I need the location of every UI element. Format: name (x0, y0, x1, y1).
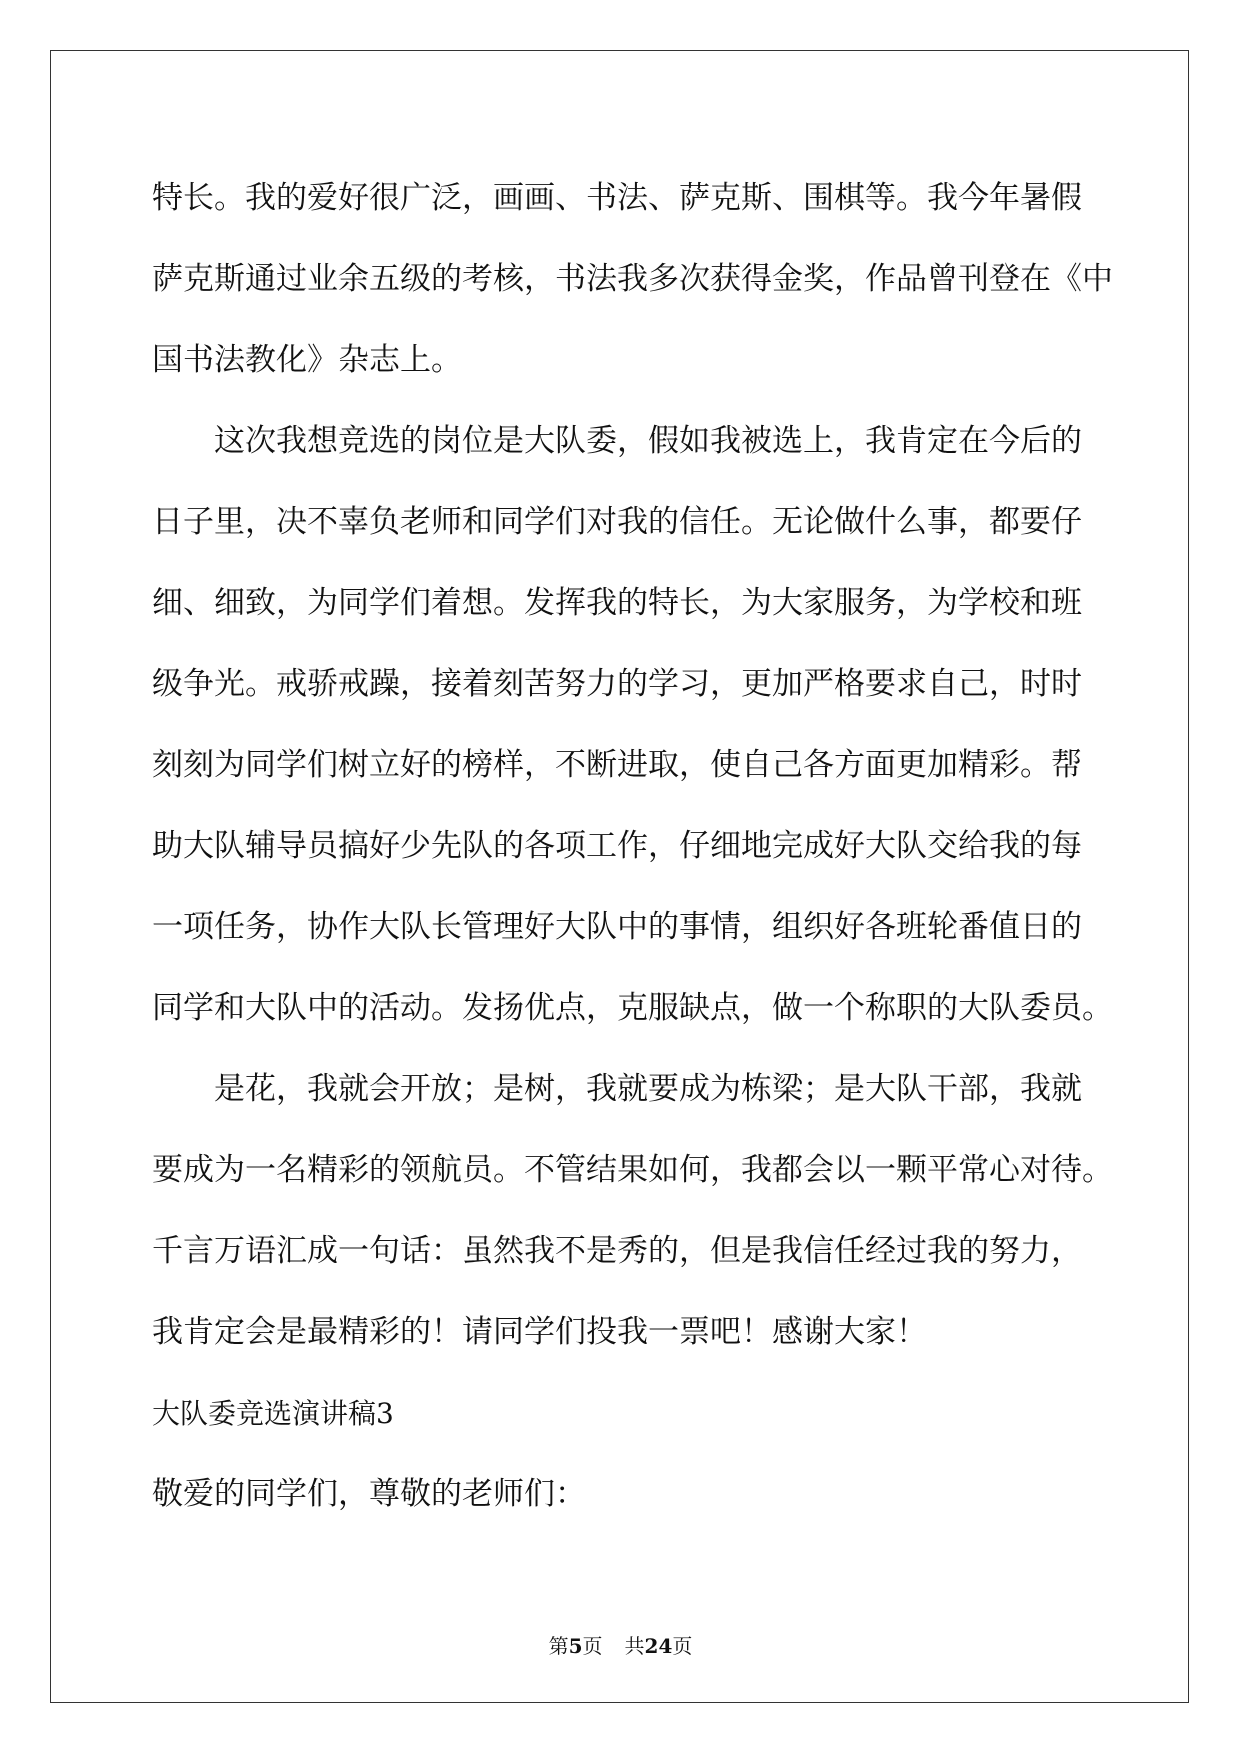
page-footer (0, 1630, 1241, 1659)
paragraph-closing (152, 1049, 1113, 1373)
paragraph-position (152, 401, 1113, 1049)
text-line: 级争光。戒骄戒躁，接着刻苦努力的学习，更加严格要求自己，时时 (152, 666, 1082, 702)
text-line: 国书法教化》杂志上。 (152, 342, 462, 378)
text-line: 特长。我的爱好很广泛，画画、书法、萨克斯、围棋等。我今年暑假 (152, 180, 1082, 216)
total-prefix: 共 (624, 1634, 645, 1658)
text-line: 日子里，决不辜负老师和同学们对我的信任。无论做什么事，都要仔 (152, 504, 1082, 540)
text-line: 刻刻为同学们树立好的榜样，不断进取，使自己各方面更加精彩。帮 (152, 747, 1082, 783)
text-line: 细、细致，为同学们着想。发挥我的特长，为大家服务，为学校和班 (152, 585, 1082, 621)
document-body (152, 158, 1113, 1535)
section-title: 大队委竞选演讲稿3 (152, 1397, 394, 1430)
text-line: 我肯定会是最精彩的！请同学们投我一票吧！感谢大家！ (152, 1314, 927, 1350)
page-prefix: 第 (548, 1634, 569, 1658)
text-line: 千言万语汇成一句话：虽然我不是秀的，但是我信任经过我的努力， (152, 1233, 1082, 1269)
total-suffix: 页 (672, 1634, 693, 1658)
paragraph-hobbies (152, 158, 1113, 401)
text-line: 助大队辅导员搞好少先队的各项工作，仔细地完成好大队交给我的每 (152, 828, 1082, 864)
text-line: 是花，我就会开放；是树，我就要成为栋梁；是大队干部，我就 (214, 1071, 1082, 1107)
text-line: 萨克斯通过业余五级的考核，书法我多次获得金奖，作品曾刊登在《中 (152, 261, 1113, 297)
text-line: 一项任务，协作大队长管理好大队中的事情，组织好各班轮番值日的 (152, 909, 1082, 945)
text-line: 要成为一名精彩的领航员。不管结果如何，我都会以一颗平常心对待。 (152, 1152, 1113, 1188)
page-suffix: 页 (582, 1634, 603, 1658)
text-line: 这次我想竞选的岗位是大队委，假如我被选上，我肯定在今后的 (214, 423, 1082, 459)
page-current: 5 (568, 1634, 583, 1658)
total-pages: 24 (644, 1634, 673, 1658)
text-line: 同学和大队中的活动。发扬优点，克服缺点，做一个称职的大队委员。 (152, 990, 1113, 1026)
salutation: 敬爱的同学们，尊敬的老师们： (152, 1476, 586, 1512)
